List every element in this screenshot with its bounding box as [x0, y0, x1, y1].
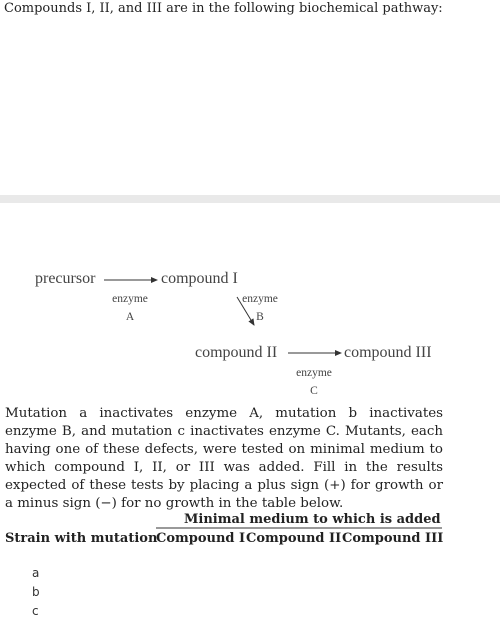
strain-row-a: a: [32, 566, 40, 580]
column-header-compound-2: Compound II: [246, 531, 342, 546]
compound-1-label: compound I: [161, 270, 238, 287]
table-group-header: Minimal medium to which is added: [184, 512, 441, 527]
strain-row-b: b: [32, 585, 40, 599]
arrow-compound-1-to-compound-2: [237, 297, 254, 325]
enzyme-a-label: enzyme A: [112, 293, 148, 323]
question-header: Compounds I, II, and III are in the following biochemical pathway:: [4, 1, 443, 16]
compound-3-label: compound III: [344, 344, 432, 361]
compound-2-label: compound II: [195, 344, 278, 361]
instructions-paragraph: Mutation a inactivates enzyme A, mutation b inactivates enzyme B, and mutation c inactivates enzyme C. Mutants, each having one of these defects, were tested on minimal medium to which compound I, II, or III was added. Fill in the results expected of these tests by placing a plus sign (+) for growth or a minus sign (−) for no growth in the table below.: [5, 406, 443, 511]
precursor-label: precursor: [35, 270, 96, 287]
table-strain-header: Strain with mutation: [5, 531, 158, 546]
column-header-compound-3: Compound III: [342, 531, 444, 546]
enzyme-c-label: enzyme C: [296, 367, 332, 397]
column-header-compound-1: Compound I: [156, 531, 246, 546]
enzyme-b-label: enzyme B: [242, 293, 278, 323]
strain-row-c: c: [32, 604, 39, 618]
